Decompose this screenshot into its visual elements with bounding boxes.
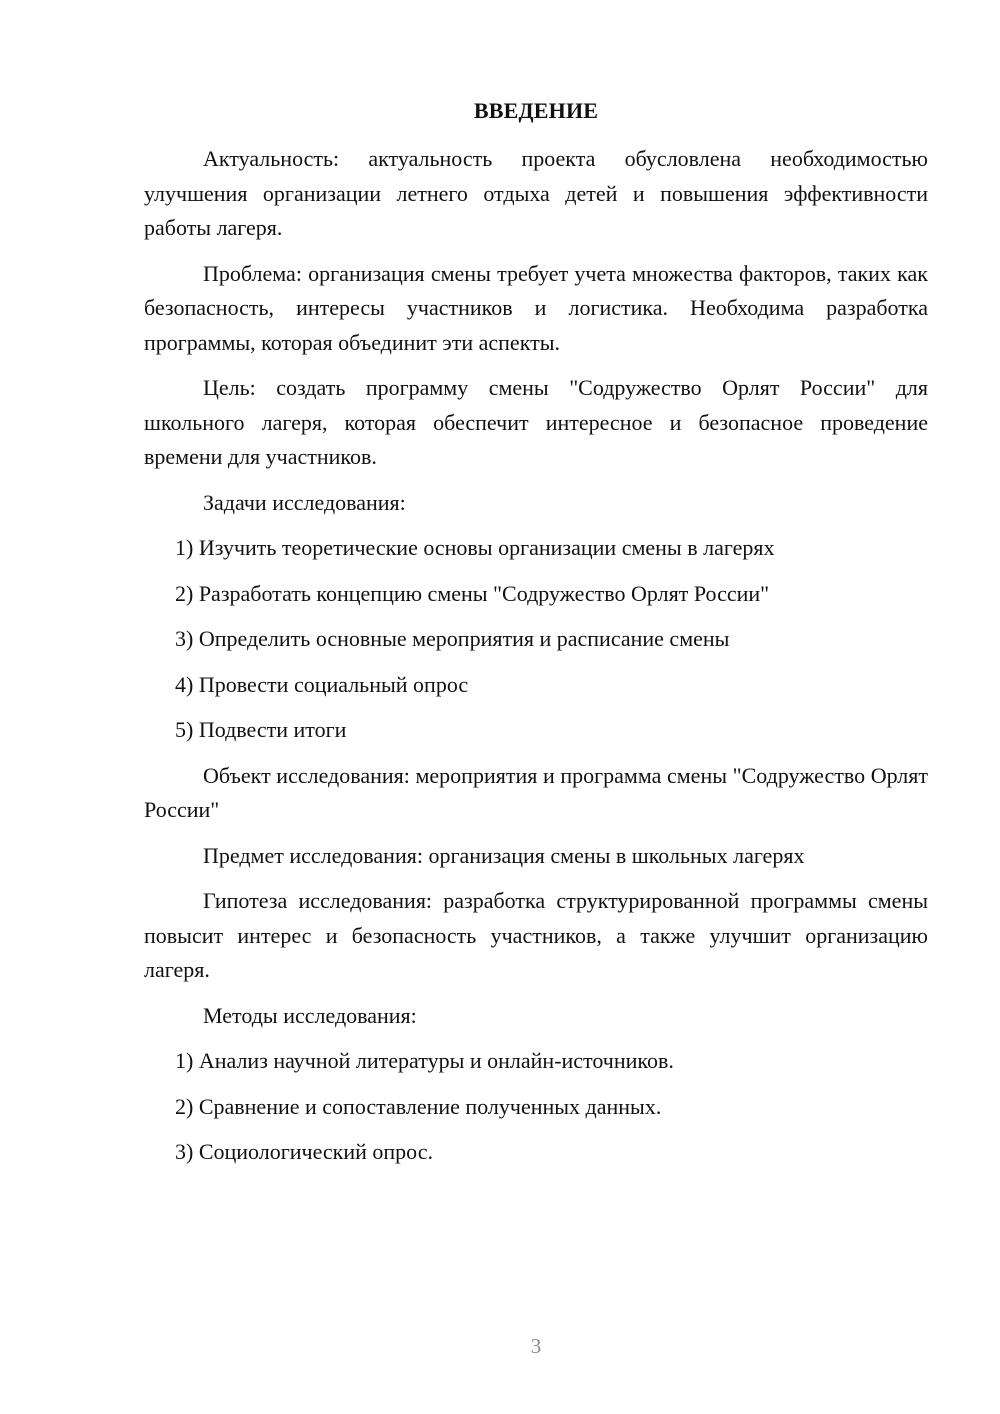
document-body <box>144 142 928 1181</box>
problem-paragraph: Проблема: организация смены требует учета множества факторов, таких как безопасность, интересы участников и логистика. Необходима разработка программы, которая объединит эти аспекты. <box>144 260 928 355</box>
method-item: 2) Сравнение и сопоставление полученных данных. <box>175 1093 662 1119</box>
method-item: 1) Анализ научной литературы и онлайн-источников. <box>175 1048 674 1073</box>
object-paragraph: Объект исследования: мероприятия и программа смены "Содружество Орлят России" <box>144 762 928 822</box>
subject-paragraph: Предмет исследования: организация смены в школьных лагерях <box>203 842 805 868</box>
task-item: 3) Определить основные мероприятия и расписание смены <box>175 626 730 651</box>
task-item: 2) Разработать концепцию смены "Содружество Орлят России" <box>175 580 770 606</box>
tasks-heading: Задачи исследования: <box>203 489 406 515</box>
goal-paragraph: Цель: создать программу смены "Содружество Орлят России" для школьного лагеря, которая обеспечит интересное и безопасное проведение времени для участников. <box>144 375 928 469</box>
hypothesis-paragraph: Гипотеза исследования: разработка структурированной программы смены повысит интерес и безопасность участников, а также улучшит организацию лагеря. <box>144 888 928 982</box>
methods-heading: Методы исследования: <box>203 1002 417 1028</box>
task-item: 1) Изучить теоретические основы организации смены в лагерях <box>175 535 775 560</box>
task-item: 4) Провести социальный опрос <box>175 671 469 697</box>
relevance-paragraph: Актуальность: актуальность проекта обусловлена необходимостью улучшения организации летнего отдыха детей и повышения эффективности работы лагеря. <box>144 146 928 240</box>
method-item: 3) Социологический опрос. <box>175 1139 433 1164</box>
page-title: ВВЕДЕНИЕ <box>473 98 599 123</box>
page-number: 3 <box>530 1334 542 1358</box>
task-item: 5) Подвести итоги <box>175 717 347 742</box>
